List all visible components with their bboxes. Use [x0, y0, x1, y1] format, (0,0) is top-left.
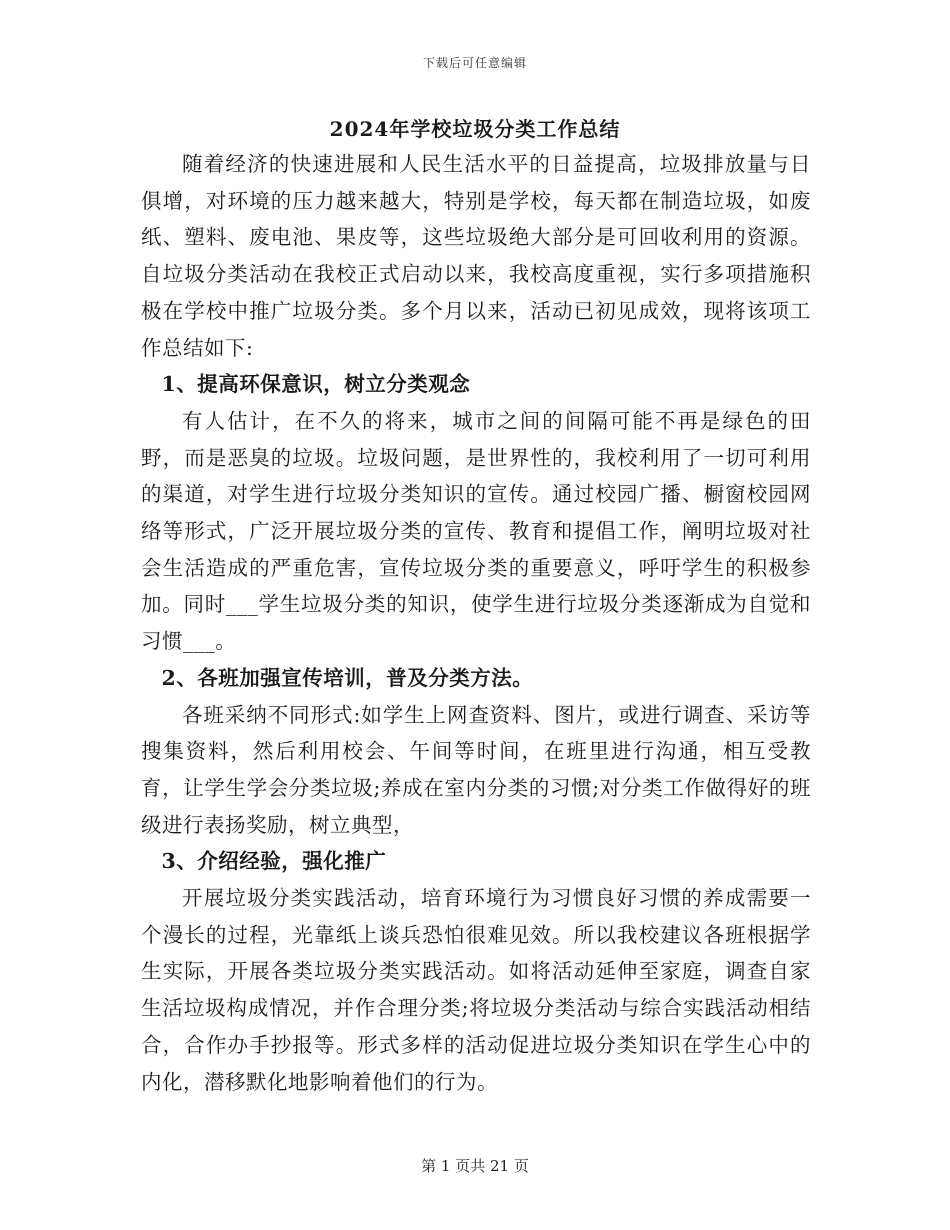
section-heading-2: 2、各班加强宣传培训，普及分类方法。	[161, 665, 534, 690]
document-body	[141, 146, 811, 1100]
section-paragraph-1: 有人估计，在不久的将来，城市之间的间隔可能不再是绿色的田野，而是恶臭的垃圾。垃圾问题，是世界性的，我校利用了一切可利用的渠道，对学生进行垃圾分类知识的宣传。通过校园广播、橱窗校园网络等形式，广泛开展垃圾分类的宣传、教育和提倡工作，阐明垃圾对社会生活造成的严重危害，宣传垃圾分类的重要意义，呼吁学生的积极参加。同时___学生垃圾分类的知识，使学生进行垃圾分类逐渐成为自觉和习惯___。	[141, 408, 811, 654]
section-heading-3: 3、介绍经验，强化推广	[161, 849, 387, 874]
page-header-note: 下载后可任意编辑	[422, 56, 527, 70]
section-heading-1: 1、提高环保意识，树立分类观念	[161, 372, 471, 397]
intro-paragraph: 随着经济的快速进展和人民生活水平的日益提高，垃圾排放量与日俱增，对环境的压力越来越大，特别是学校，每天都在制造垃圾，如废纸、塑料、废电池、果皮等，这些垃圾绝大部分是可回收利用的资源。自垃圾分类活动在我校正式启动以来，我校高度重视，实行多项措施积极在学校中推广垃圾分类。多个月以来，活动已初见成效，现将该项工作总结如下:	[141, 152, 811, 360]
document-title: 2024年学校垃圾分类工作总结	[329, 117, 621, 141]
page-number: 第 1 页共 21 页	[421, 1157, 529, 1175]
section-paragraph-3: 开展垃圾分类实践活动，培育环境行为习惯良好习惯的养成需要一个漫长的过程，光靠纸上谈兵恐怕很难见效。所以我校建议各班根据学生实际，开展各类垃圾分类实践活动。如将活动延伸至家庭，调查自家生活垃圾构成情况，并作合理分类;将垃圾分类活动与综合实践活动相结合，合作办手抄报等。形式多样的活动促进垃圾分类知识在学生心中的内化，潜移默化地影响着他们的行为。	[141, 886, 811, 1094]
section-paragraph-2: 各班采纳不同形式:如学生上网查资料、图片，或进行调查、采访等搜集资料，然后利用校会、午间等时间，在班里进行沟通，相互受教育，让学生学会分类垃圾;养成在室内分类的习惯;对分类工作做得好的班级进行表扬奖励，树立典型，	[141, 702, 811, 837]
